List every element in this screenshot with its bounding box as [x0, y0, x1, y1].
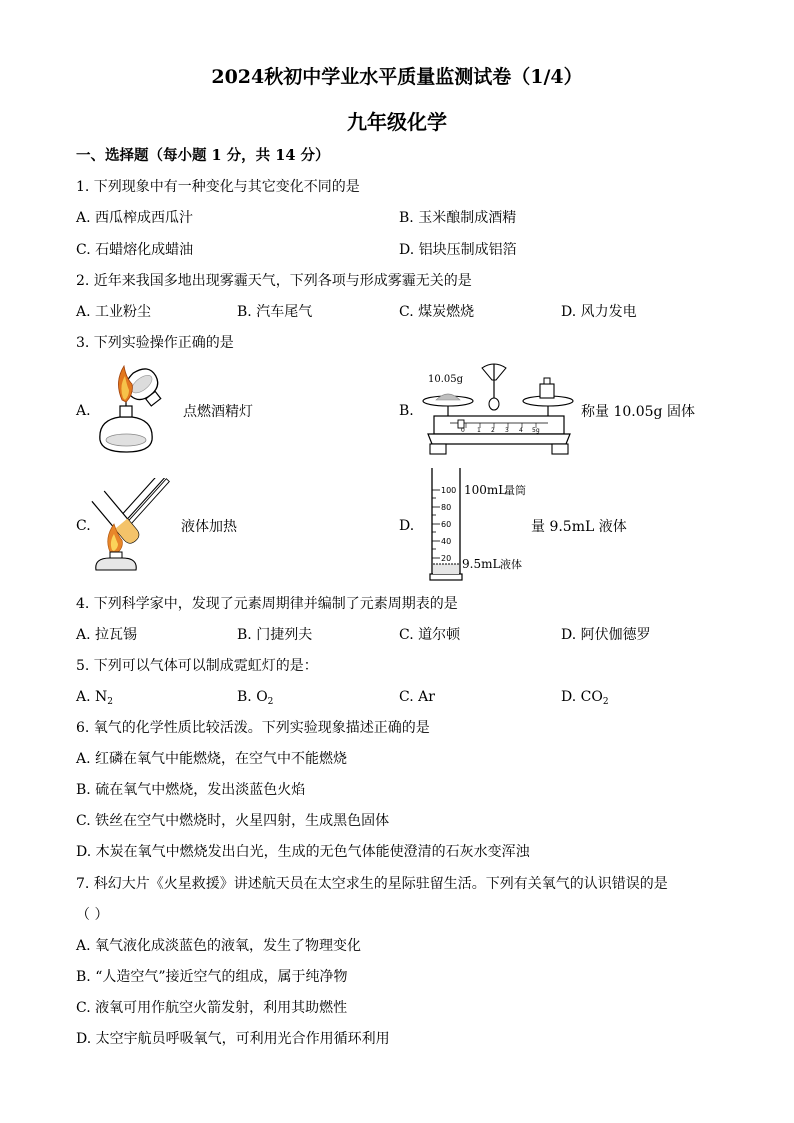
q3-option-a-text: 点燃酒精灯: [183, 404, 253, 420]
q1-option-d: D. 铝块压制成铝箔: [399, 242, 517, 258]
balance-figure: [420, 360, 578, 460]
cylinder-tick-20: 20: [441, 554, 452, 563]
q3-option-c-letter: C.: [76, 518, 91, 534]
q4-option-d: D. 阿伏伽德罗: [561, 627, 651, 643]
q7-option-a: A. 氧气液化成淡蓝色的液氧，发生了物理变化: [76, 938, 362, 954]
section-heading: 一、选择题（每小题 1 分，共 14 分）: [76, 147, 330, 164]
q4-option-c: C. 道尔顿: [399, 627, 461, 643]
q3-option-d-letter: D.: [399, 518, 415, 534]
q3-stem: 3. 下列实验操作正确的是: [76, 335, 234, 351]
q2-option-d: D. 风力发电: [561, 304, 637, 320]
balance-scale-mark-2: 2: [491, 427, 495, 434]
q2-option-a: A. 工业粉尘: [76, 304, 152, 320]
subject-title: 九年级化学: [347, 110, 447, 134]
q6-option-b: B. 硫在氧气中燃烧，发出淡蓝色火焰: [76, 782, 306, 798]
q6-option-d: D. 木炭在氧气中燃烧发出白光，生成的无色气体能使澄清的石灰水变浑浊: [76, 844, 530, 860]
q5-option-b-subscript: 2: [267, 697, 274, 707]
q6-option-c: C. 铁丝在空气中燃烧时，火星四射，生成黑色固体: [76, 813, 390, 829]
q5-option-d-subscript: 2: [602, 697, 609, 707]
exam-title: 2024秋初中学业水平质量监测试卷（1/4）: [211, 66, 583, 88]
q3-option-b-text: 称量 10.05g 固体: [581, 404, 695, 420]
q5-option-c: C. Ar: [399, 689, 435, 705]
cylinder-liquid-value: 9.5mL: [462, 557, 501, 571]
cylinder-tick-40: 40: [441, 537, 452, 546]
q7-stem: 7. 科幻大片《火星救援》讲述航天员在太空求生的星际驻留生活。下列有关氧气的认识错误的是: [76, 876, 668, 892]
q2-option-b: B. 汽车尾气: [237, 304, 313, 320]
cylinder-liquid-word: 液体: [500, 558, 522, 571]
q3-option-b-letter: B.: [399, 403, 414, 419]
q1-option-a: A. 西瓜榨成西瓜汁: [76, 210, 194, 226]
q5-option-a-subscript: 2: [107, 697, 113, 707]
q3-option-d-text: 量 9.5mL 液体: [531, 519, 627, 535]
cylinder-capacity-word: 量筒: [504, 484, 526, 497]
cylinder-capacity-value: 100mL: [464, 483, 507, 497]
cylinder-tick-100: 100: [441, 486, 457, 495]
cylinder-tick-60: 60: [441, 520, 452, 529]
q5-option-a-formula: A. N: [76, 689, 108, 705]
q5-stem: 5. 下列可以气体可以制成霓虹灯的是：: [76, 658, 318, 674]
q5-option-a: [76, 687, 113, 707]
q4-option-a: A. 拉瓦锡: [76, 627, 138, 643]
q4-option-b: B. 门捷列夫: [237, 627, 313, 643]
q7-option-c: C. 液氧可用作航空火箭发射，利用其助燃性: [76, 1000, 348, 1016]
q7-option-d: D. 太空宇航员呼吸氧气，可利用光合作用循环利用: [76, 1031, 390, 1047]
q2-stem: 2. 近年来我国多地出现雾霾天气，下列各项与形成雾霾无关的是: [76, 273, 472, 289]
liquid-heating-figure: [90, 478, 170, 572]
q7-option-b: B. “人造空气”接近空气的组成，属于纯净物: [76, 969, 348, 985]
q7-answer-blank: （ ）: [76, 907, 109, 923]
q2-option-c: C. 煤炭燃烧: [399, 304, 475, 320]
q1-option-c: C. 石蜡熔化成蜡油: [76, 242, 194, 258]
q1-option-b: B. 玉米酿制成酒精: [399, 210, 517, 226]
cylinder-tick-80: 80: [441, 503, 452, 512]
measuring-cylinder-figure: [426, 464, 536, 584]
balance-scale-mark-4: 4: [519, 427, 523, 434]
q6-stem: 6. 氧气的化学性质比较活泼。下列实验现象描述正确的是: [76, 720, 430, 736]
q4-stem: 4. 下列科学家中，发现了元素周期律并编制了元素周期表的是: [76, 596, 458, 612]
balance-scale-start: 0: [461, 427, 465, 434]
q5-option-d-formula: D. CO: [561, 689, 603, 705]
balance-scale-mark-3: 3: [505, 427, 509, 434]
balance-weight-label: 10.05g: [428, 374, 464, 385]
q3-option-c-text: 液体加热: [181, 519, 237, 535]
q5-option-d: [561, 687, 609, 707]
balance-scale-mark-1: 1: [477, 427, 481, 434]
q1-stem: 1. 下列现象中有一种变化与其它变化不同的是: [76, 179, 360, 195]
balance-scale-mark-5: 5g: [532, 427, 540, 434]
q5-option-b: [237, 687, 273, 707]
q5-option-b-formula: B. O: [237, 689, 268, 705]
q3-option-a-letter: A.: [76, 403, 91, 419]
lighting-alcohol-lamp-figure: [92, 362, 182, 460]
q6-option-a: A. 红磷在氧气中能燃烧，在空气中不能燃烧: [76, 751, 348, 767]
